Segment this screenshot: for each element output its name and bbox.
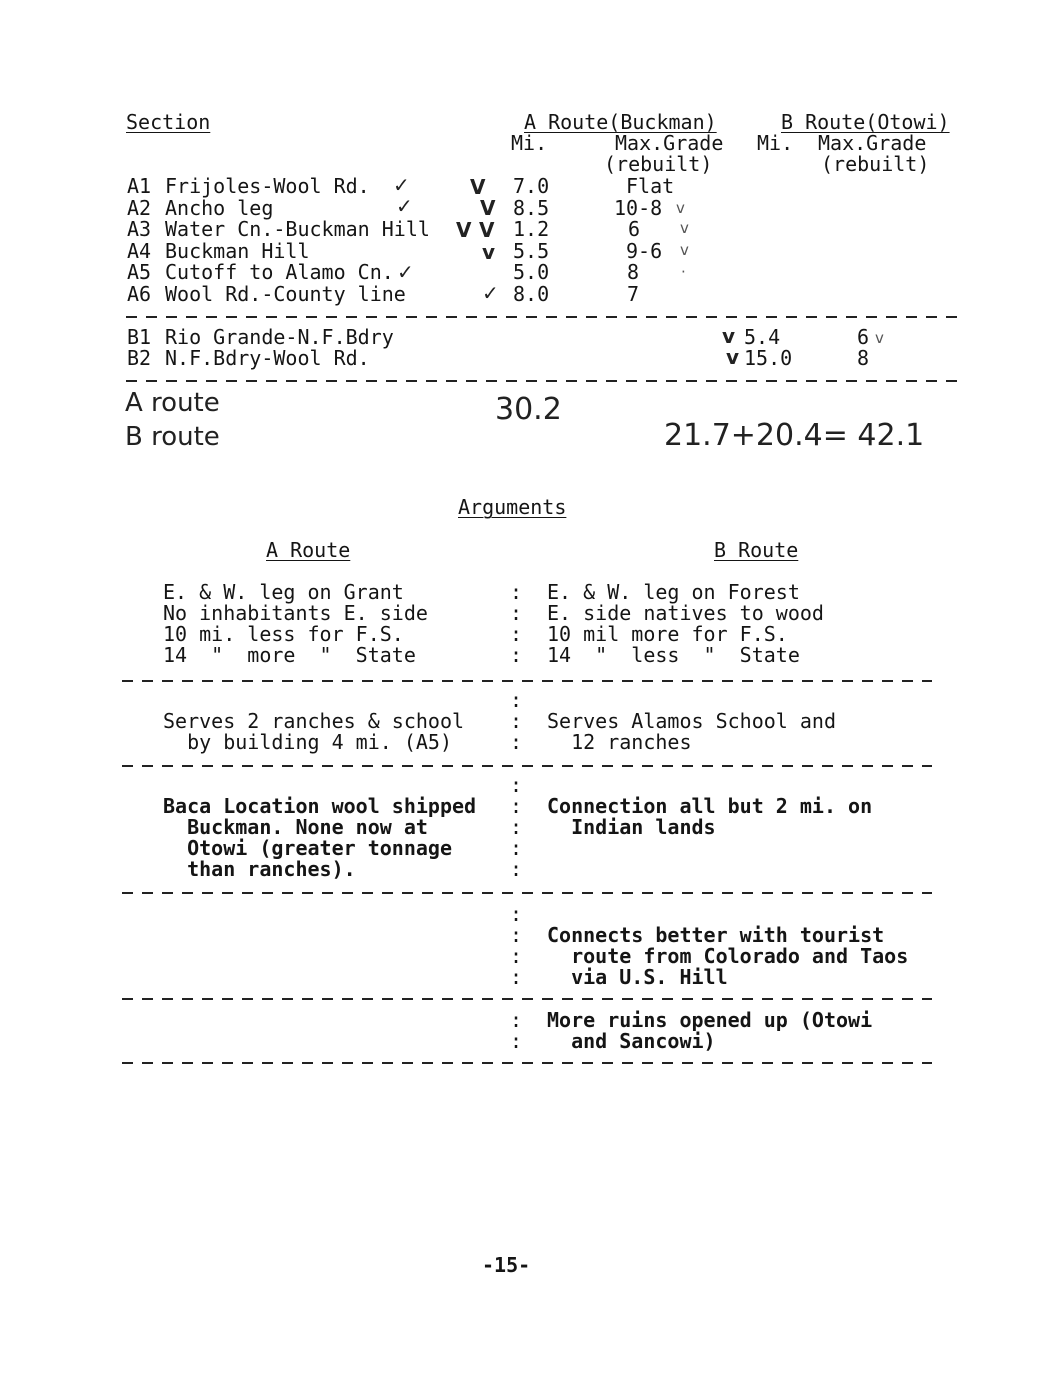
divider bbox=[122, 892, 932, 894]
section-miles: 15.0 bbox=[744, 346, 793, 370]
column-separator: : : bbox=[510, 1008, 523, 1053]
argument-line: More ruins opened up (Otowi bbox=[547, 1008, 873, 1032]
argument-line: 12 ranches bbox=[547, 730, 692, 754]
check-mark-icon: v bbox=[722, 324, 736, 348]
section-miles: 5.4 bbox=[744, 325, 781, 349]
page-number: -15- bbox=[482, 1253, 531, 1277]
check-mark-icon: v bbox=[875, 329, 884, 347]
section-grade: 10-8 bbox=[614, 196, 663, 220]
argument-line: Indian lands bbox=[547, 815, 716, 839]
b-route-heading: B Route bbox=[714, 538, 799, 562]
section-heading: Section bbox=[126, 110, 211, 134]
divider bbox=[126, 380, 958, 382]
argument-line: Connection all but 2 mi. on bbox=[547, 794, 873, 818]
argument-line: E. & W. leg on Forest bbox=[547, 580, 800, 604]
divider bbox=[122, 680, 932, 682]
section-name: Cutoff to Alamo Cn. bbox=[165, 260, 394, 284]
column-separator: : : : : bbox=[510, 794, 523, 881]
argument-line: E. side natives to wood bbox=[547, 601, 824, 625]
section-grade: 8 bbox=[857, 346, 870, 370]
section-id: A1 bbox=[127, 174, 152, 198]
section-grade: 6 bbox=[857, 325, 870, 349]
section-miles: 5.5 bbox=[513, 239, 550, 263]
check-mark-icon: ✓ bbox=[393, 173, 410, 197]
column-separator: : bbox=[510, 773, 523, 797]
check-mark-icon: V bbox=[480, 196, 496, 220]
argument-line: Connects better with tourist bbox=[547, 923, 885, 947]
check-mark-icon: V bbox=[456, 218, 472, 242]
argument-a-block bbox=[163, 796, 503, 880]
section-name: Ancho leg bbox=[165, 196, 274, 220]
check-mark-icon: ✓ bbox=[482, 281, 499, 305]
argument-line: 10 mi. less for F.S. bbox=[163, 622, 404, 646]
route-a-mi-label: Mi. bbox=[511, 131, 548, 155]
check-mark-icon: ✓ bbox=[396, 194, 413, 218]
argument-line: No inhabitants E. side bbox=[163, 601, 428, 625]
section-name: Rio Grande-N.F.Bdry bbox=[165, 325, 394, 349]
argument-line: and Sancowi) bbox=[547, 1029, 716, 1053]
column-separator: : bbox=[510, 688, 523, 712]
argument-b-block bbox=[547, 1010, 947, 1052]
section-miles: 7.0 bbox=[513, 174, 550, 198]
check-mark-icon: v bbox=[676, 199, 685, 217]
section-name: N.F.Bdry-Wool Rd. bbox=[165, 346, 370, 370]
check-mark-icon: v bbox=[680, 219, 689, 237]
section-name: Frijoles-Wool Rd. bbox=[165, 174, 370, 198]
argument-line: Serves Alamos School and bbox=[547, 709, 836, 733]
section-grade: 7 bbox=[627, 282, 640, 306]
argument-line: 14 " more " State bbox=[163, 643, 416, 667]
section-miles: 8.5 bbox=[513, 196, 550, 220]
column-separator: : : : : bbox=[510, 902, 523, 989]
argument-line: route from Colorado and Taos bbox=[547, 944, 909, 968]
handwritten-b-total: 21.7+20.4= 42.1 bbox=[664, 418, 925, 453]
section-grade: Flat bbox=[626, 174, 675, 198]
argument-b-block bbox=[547, 582, 947, 666]
route-b-mi-label: Mi. bbox=[757, 131, 794, 155]
route-b-rebuilt-label: (rebuilt) bbox=[821, 152, 930, 176]
argument-line: 14 " less " State bbox=[547, 643, 800, 667]
argument-line: 10 mil more for F.S. bbox=[547, 622, 788, 646]
section-grade: 8 bbox=[627, 260, 640, 284]
argument-line: Otowi (greater tonnage bbox=[163, 836, 452, 860]
check-mark-icon: V bbox=[479, 218, 495, 242]
handwritten-a-route: A route bbox=[125, 388, 220, 418]
section-id: B2 bbox=[127, 346, 152, 370]
section-grade: 9-6 bbox=[626, 239, 663, 263]
check-mark-icon: v bbox=[680, 241, 689, 259]
handwritten-a-total: 30.2 bbox=[495, 392, 562, 427]
divider bbox=[122, 1062, 932, 1064]
argument-a-block bbox=[163, 582, 503, 666]
route-b-grade-label: Max.Grade bbox=[818, 131, 927, 155]
divider bbox=[122, 765, 932, 767]
section-id: A3 bbox=[127, 217, 152, 241]
check-mark-icon: v bbox=[726, 345, 740, 369]
argument-line: Baca Location wool shipped bbox=[163, 794, 477, 818]
divider bbox=[126, 316, 958, 318]
arguments-title: Arguments bbox=[458, 495, 567, 519]
route-a-grade-label: Max.Grade bbox=[615, 131, 724, 155]
column-separator: : : : : bbox=[510, 580, 523, 667]
section-id: B1 bbox=[127, 325, 152, 349]
handwritten-b-route: B route bbox=[125, 422, 220, 452]
section-miles: 5.0 bbox=[513, 260, 550, 284]
argument-line: Buckman. None now at bbox=[163, 815, 428, 839]
argument-line: Serves 2 ranches & school bbox=[163, 709, 465, 733]
section-id: A5 bbox=[127, 260, 152, 284]
argument-b-block bbox=[547, 925, 947, 988]
section-name: Wool Rd.-County line bbox=[165, 282, 406, 306]
argument-line: than ranches). bbox=[163, 857, 356, 881]
section-miles: 8.0 bbox=[513, 282, 550, 306]
section-name: Water Cn.-Buckman Hill bbox=[165, 217, 430, 241]
argument-line: E. & W. leg on Grant bbox=[163, 580, 404, 604]
divider bbox=[122, 998, 932, 1000]
section-id: A6 bbox=[127, 282, 152, 306]
column-separator: : : bbox=[510, 709, 523, 754]
route-b-title: B Route(Otowi) bbox=[781, 110, 950, 134]
check-mark-icon: ✓ bbox=[397, 260, 414, 284]
check-mark-icon: V bbox=[470, 175, 486, 199]
section-name: Buckman Hill bbox=[165, 239, 310, 263]
section-id: A2 bbox=[127, 196, 152, 220]
argument-b-block bbox=[547, 711, 947, 753]
argument-b-block bbox=[547, 796, 947, 838]
section-miles: 1.2 bbox=[513, 217, 550, 241]
argument-line: by building 4 mi. (A5) bbox=[163, 730, 452, 754]
route-a-rebuilt-label: (rebuilt) bbox=[604, 152, 713, 176]
a-route-heading: A Route bbox=[266, 538, 351, 562]
section-grade: 6 bbox=[628, 217, 641, 241]
argument-line: via U.S. Hill bbox=[547, 965, 728, 989]
section-id: A4 bbox=[127, 239, 152, 263]
route-a-title: A Route(Buckman) bbox=[524, 110, 717, 134]
check-mark-icon: v bbox=[482, 240, 496, 264]
argument-a-block bbox=[163, 711, 503, 753]
check-mark-icon: · bbox=[681, 263, 686, 281]
